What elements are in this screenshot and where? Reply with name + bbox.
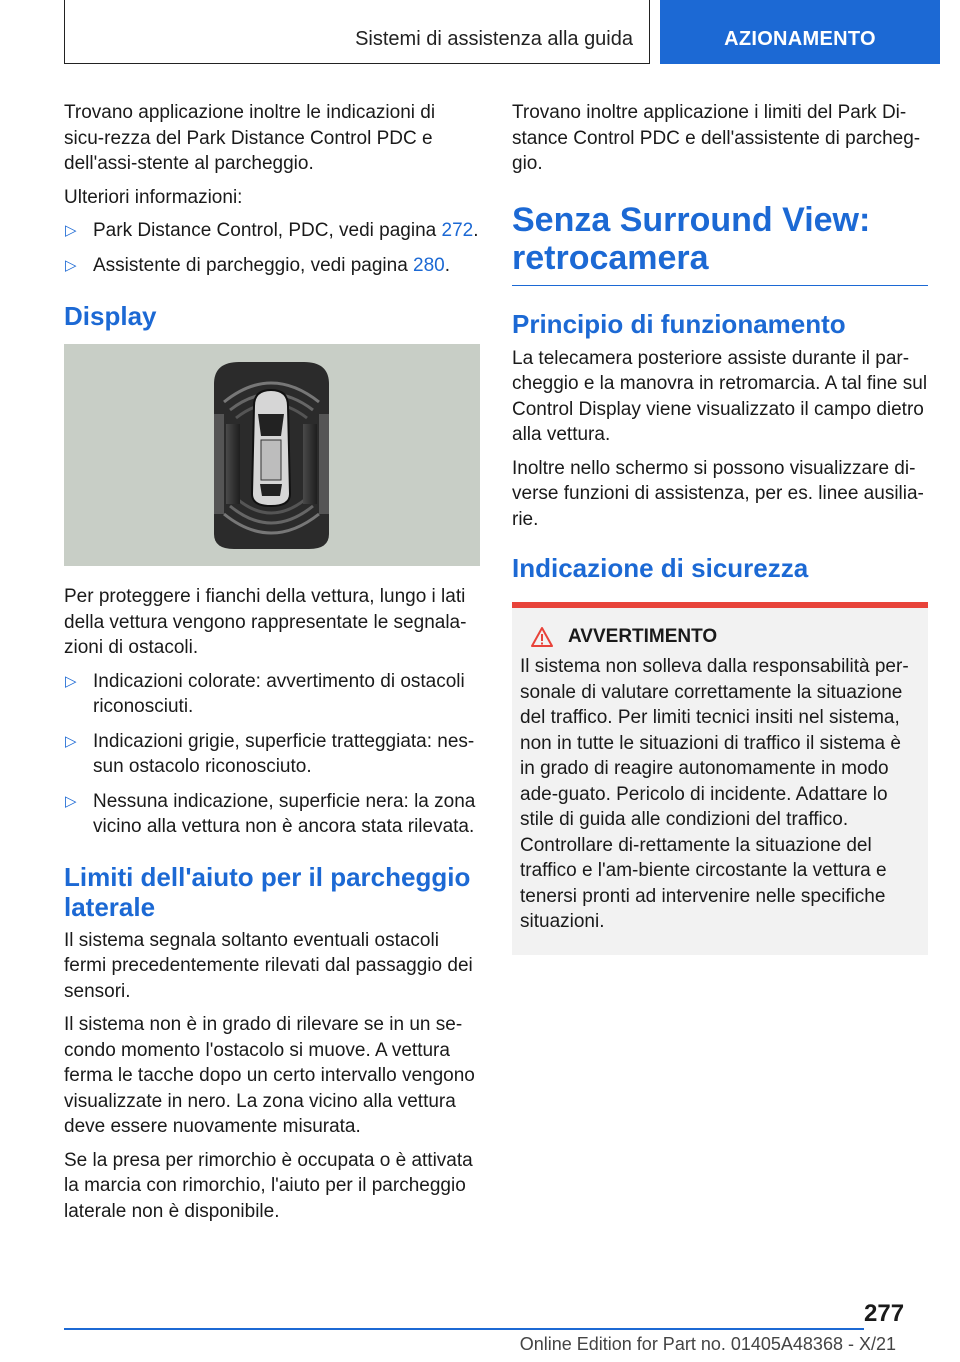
footer-edition: Online Edition for Part no. 01405A48368 - X/21: [519, 1334, 896, 1354]
limiti-paragraph-2: Il sistema non è in grado di rilevare se in un se-condo momento l'ostacolo si muove. A vettura ferma le tacche dopo un certo intervallo vengono visualizzate in nero. La zona vicino alla vettura deve essere nuovamente misurata.: [64, 1014, 475, 1137]
indicazione-heading: Indicazione di sicurezza: [512, 553, 809, 583]
warning-triangle-icon: [530, 626, 554, 648]
more-info-label: Ulteriori informazioni:: [64, 186, 243, 208]
bullet-text: Indicazioni grigie, superficie tratteggiata: nes-sun ostacolo riconosciuto.: [93, 730, 475, 777]
limiti-paragraph-1: Il sistema segnala soltanto eventuali ostacoli fermi precedentemente rilevati dal passaggio dei sensori.: [64, 929, 473, 1002]
warning-title: AVVERTIMENTO: [568, 626, 718, 647]
intro-paragraph: Trovano applicazione inoltre le indicazioni di sicu-rezza del Park Distance Control PDC e dell'assi-stente al parcheggio.: [64, 102, 436, 174]
display-bullet-list: [64, 669, 480, 840]
parking-display-image: [64, 344, 480, 566]
reference-list: [64, 218, 480, 278]
page-link-280[interactable]: 280: [413, 254, 445, 276]
warning-box: [512, 602, 928, 955]
bullet-text: Nessuna indicazione, superficie nera: la zona vicino alla vettura non è ancora stata rilevata.: [93, 790, 476, 837]
right-column: [512, 100, 928, 955]
chapter-label: AZIONAMENTO: [724, 28, 876, 50]
reference-text: Assistente di parcheggio, vedi pagina: [93, 254, 414, 276]
footer-divider: [64, 1328, 864, 1330]
list-item: [64, 789, 480, 840]
left-column: [64, 100, 480, 1232]
chapter-tab: [660, 0, 940, 64]
triangle-right-icon: ▷: [65, 256, 77, 274]
list-item: [64, 218, 480, 244]
display-heading: Display: [64, 301, 157, 331]
main-heading: Senza Surround View: retrocamera: [512, 201, 928, 286]
warning-text: Il sistema non solleva dalla responsabilità per-sonale di valutare correttamente la situazione del traffico. Per limiti tecnici insiti nel sistema, non in tutte le situazioni di traffico il sistema è in grado di reagire autonomamente in modo ade-guato. Pericolo di incidente. Adattare lo stile di guida alle condizioni del traffico. Controllare di-rettamente la situazione del traffico e l'am-biente circostante la vettura e tenersi pronti ad intervenire nelle specifiche situazioni.: [520, 656, 909, 932]
car-top-view-illustration: [64, 344, 480, 566]
reference-suffix: .: [473, 220, 479, 241]
triangle-right-icon: ▷: [65, 792, 77, 810]
triangle-right-icon: ▷: [65, 222, 77, 239]
list-item: [64, 253, 480, 279]
list-item: [64, 669, 480, 720]
triangle-right-icon: ▷: [65, 732, 77, 750]
intro-paragraph-right: Trovano inoltre applicazione i limiti del Park Di-stance Control PDC e dell'assistente di parcheg-gio.: [512, 102, 921, 174]
principio-paragraph-1: La telecamera posteriore assiste durante il par-cheggio e la manovra in retromarcia. A tal fine sul Control Display viene visualizzato il campo dietro alla vettura.: [512, 347, 928, 445]
principio-heading: Principio di funzionamento: [512, 308, 846, 339]
bullet-text: Indicazioni colorate: avvertimento di ostacoli riconosciuti.: [93, 670, 465, 717]
display-description: Per proteggere i fianchi della vettura, lungo i lati della vettura vengono rappresentate le segnala-zioni di ostacoli.: [64, 586, 467, 658]
triangle-right-icon: ▷: [65, 672, 77, 690]
reference-text: Park Distance Control, PDC, vedi pagina: [93, 220, 442, 241]
principio-paragraph-2: Inoltre nello schermo si possono visualizzare di-verse funzioni di assistenza, per es. linee ausilia-rie.: [512, 457, 924, 530]
list-item: [64, 729, 480, 780]
warning-title-row: [520, 626, 920, 648]
page-number: 277: [864, 1300, 905, 1327]
limiti-paragraph-3: Se la presa per rimorchio è occupata o è attivata la marcia con rimorchio, l'aiuto per il parcheggio laterale non è disponibile.: [64, 1149, 473, 1222]
header-section-box: [64, 0, 650, 64]
limiti-heading: Limiti dell'aiuto per il parcheggio laterale: [64, 861, 471, 922]
section-title: Sistemi di assistenza alla guida: [355, 28, 633, 50]
page-link-272[interactable]: 272: [441, 220, 474, 241]
reference-suffix: .: [444, 254, 451, 276]
